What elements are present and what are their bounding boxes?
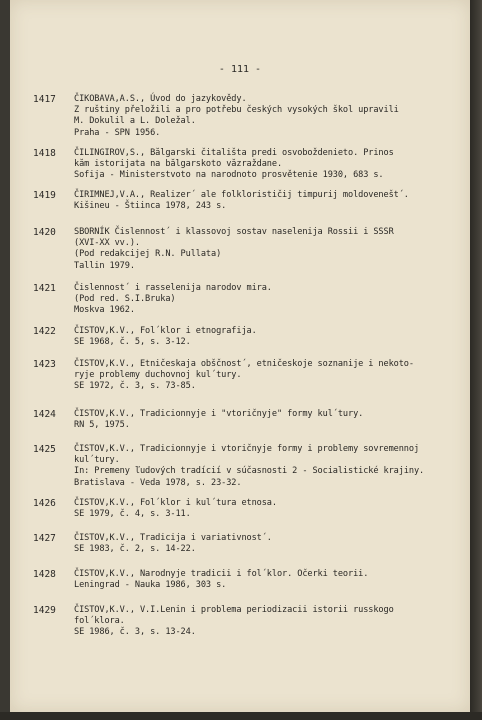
- entry-number: 1429: [33, 605, 56, 616]
- document-page: [10, 0, 470, 712]
- entry-line: ČILINGIROV,S., Bălgarski čitališta predi osvoboždenieto. Prinos: [74, 148, 394, 158]
- entry-line: kul´tury.: [74, 455, 120, 466]
- entry-number: 1419: [33, 190, 56, 201]
- entry-line: ČISTOV,K.V., Tradicionnyje i "vtoričnyje" formy kul´tury.: [74, 409, 364, 419]
- entry-number: 1426: [33, 498, 56, 509]
- bottom-edge: [0, 712, 482, 720]
- entry-number: 1421: [33, 283, 56, 294]
- entry-line: ČISTOV,K.V., V.I.Lenin i problema periodizacii istorii russkogo: [74, 605, 394, 615]
- entry-number: 1420: [33, 227, 56, 238]
- entry-line: M. Dokulil a L. Doležal.: [74, 116, 196, 127]
- entry-number: 1423: [33, 359, 56, 370]
- entry-line: ČISTOV,K.V., Fol´klor i kul´tura etnosa.: [74, 498, 277, 508]
- entry-number: 1424: [33, 409, 56, 420]
- entry-line: (Pod red. S.I.Bruka): [74, 294, 176, 305]
- entry-number: 1422: [33, 326, 56, 337]
- entry-line: Z ruštiny přeložili a pro potřebu českých vysokých škol upravili: [74, 105, 399, 116]
- entry-number: 1427: [33, 533, 56, 544]
- page-number: - 111 -: [218, 64, 262, 75]
- entry-line: ČISTOV,K.V., Tradicionnyje i vtoričnyje formy i problemy sovremennoj: [74, 444, 420, 454]
- entry-line: ČIKOBAVA,A.S., Úvod do jazykovědy.: [74, 94, 247, 104]
- entry-line: (XVI-XX vv.).: [74, 238, 140, 249]
- entry-line: Praha - SPN 1956.: [74, 127, 161, 138]
- entry-line: fol´klora.: [74, 616, 125, 627]
- entry-number: 1428: [33, 569, 56, 580]
- entry-line: SE 1986, č. 3, s. 13-24.: [74, 627, 196, 638]
- entry-line: SE 1972, č. 3, s. 73-85.: [74, 381, 196, 392]
- entry-number: 1418: [33, 148, 56, 159]
- entry-number: 1425: [33, 444, 56, 455]
- entry-line: ČISTOV,K.V., Fol´klor i etnografija.: [74, 326, 257, 336]
- entry-line: Bratislava - Veda 1978, s. 23-32.: [74, 477, 242, 488]
- entry-line: ČISTOV,K.V., Narodnyje tradicii i fol´klor. Očerki teorii.: [74, 569, 369, 579]
- entry-line: ČISTOV,K.V., Tradicija i variativnost´.: [74, 533, 272, 543]
- entry-line: Tallin 1979.: [74, 260, 135, 271]
- entry-line: SE 1968, č. 5, s. 3-12.: [74, 337, 191, 348]
- entry-line: ČISTOV,K.V., Etničeskaja obščnost´, etničeskoje soznanije i nekoto-: [74, 359, 414, 369]
- entry-line: SBORNÍK Čislennost´ i klassovoj sostav naselenija Rossii i SSSR: [74, 227, 394, 237]
- entry-line: RN 5, 1975.: [74, 420, 130, 431]
- entry-line: Kišineu - Štiinca 1978, 243 s.: [74, 201, 227, 212]
- entry-line: ryje problemy duchovnoj kul´tury.: [74, 370, 242, 381]
- entry-line: Sofija - Ministerstvoto na narodnoto prosvětenie 1930, 683 s.: [74, 170, 384, 181]
- entry-line: Moskva 1962.: [74, 305, 135, 316]
- entry-line: (Pod redakcijej R.N. Pullata): [74, 249, 222, 260]
- entry-number: 1417: [33, 94, 56, 105]
- entry-line: ČIRIMNEJ,V.A., Realizer´ ale folklorističij timpurij moldovenešt´.: [74, 190, 409, 200]
- entry-line: SE 1979, č. 4, s. 3-11.: [74, 509, 191, 520]
- entry-line: Čislennost´ i rasselenija narodov mira.: [74, 283, 272, 293]
- page-edge: [470, 0, 482, 720]
- entry-line: kăm istorijata na bălgarskoto văzraždane.: [74, 159, 283, 170]
- entry-line: Leningrad - Nauka 1986, 303 s.: [74, 580, 227, 591]
- entry-line: SE 1983, č. 2, s. 14-22.: [74, 544, 196, 555]
- entry-line: In: Premeny ľudových tradícií v súčasnosti 2 - Socialistické krajiny.: [74, 466, 425, 477]
